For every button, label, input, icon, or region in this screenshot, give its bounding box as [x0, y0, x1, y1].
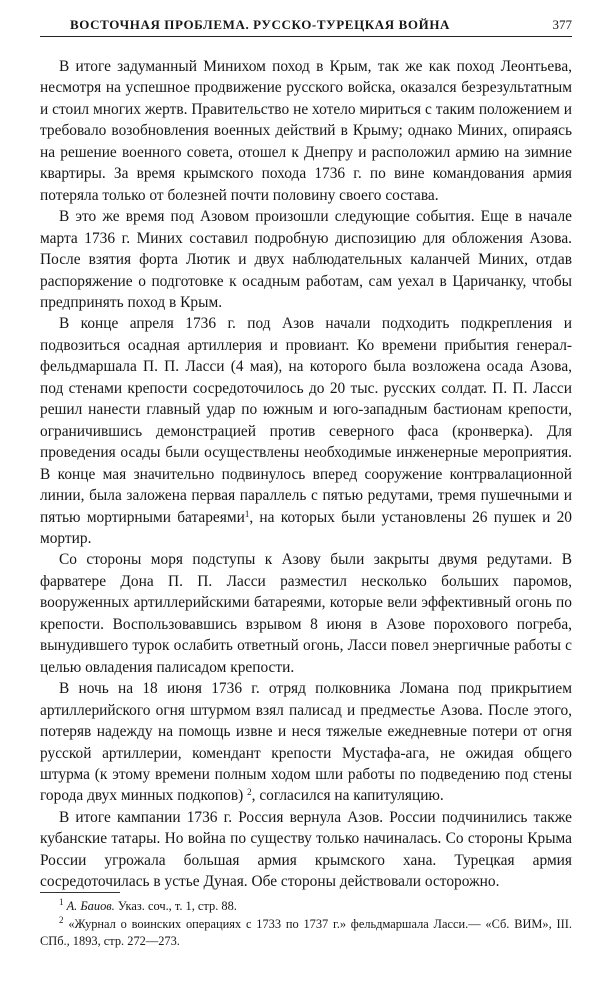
footnote-author: А. Баиов.	[66, 899, 115, 913]
running-header	[40, 14, 572, 37]
paragraph	[40, 206, 572, 313]
footnote	[40, 898, 572, 916]
footnote-reference[interactable]: 2	[247, 787, 252, 798]
paragraph-text: , на которых были установлены 26 пушек и 20 мортир.	[40, 508, 572, 547]
paragraph	[40, 313, 572, 549]
running-title: ВОСТОЧНАЯ ПРОБЛЕМА. РУССКО-ТУРЕЦКАЯ ВОЙНА	[70, 17, 451, 32]
page-number: 377	[552, 17, 572, 32]
footnote-text: Указ. соч., т. 1, стр. 88.	[117, 899, 237, 913]
paragraph	[40, 56, 572, 206]
paragraph	[40, 678, 572, 807]
paragraph-text: В итоге кампании 1736 г. Россия вернула Азов. России подчинились также кубанские татары. Но война по существу только начиналась. Со стороны Крыма России угрожала большая армия крымского хана. Турецкая армия сосредоточилась в устье Дуная. Обе стороны действовали осторожно.	[40, 808, 572, 891]
paragraph-text: , согласился на капитуляцию.	[251, 787, 444, 805]
paragraph-text: В ночь на 18 июня 1736 г. отряд полковника Ломана под прикрытием артиллерийского огня штурмом взял палисад и предместье Азова. После этого, потеряв надежду на помощь извне и неся тяжелые ежедневные потери от огня русской артиллерии, комендант крепости Мустафа-ага, не ожидая общего штурма (к этому времени полным ходом шли работы по подведению под стены города двух минных подкопов)	[40, 680, 572, 805]
main-text	[40, 56, 572, 893]
paragraph-text: В это же время под Азовом произошли следующие события. Еще в начале марта 1736 г. Миних составил подробную диспозицию для обложения Азова. После взятия форта Лютик и двух наблюдательных каланчей Миних, отдав распоряжение о подготовке к осадным работам, сам уехал в Царичанку, чтобы предпринять поход в Крым.	[40, 208, 572, 311]
paragraph-text: В конце апреля 1736 г. под Азов начали подходить подкрепления и подвозиться осадная артиллерия и провиант. Ко времени прибытия генерал-фельдмаршала П. П. Ласси (4 мая), на которого была возложена осада Азова, под стенами крепости сосредоточилось до 20 тыс. русских солдат. П. П. Ласси решил нанести главный удар по южным и юго-западным бастионам крепости, ограничившись демонстрацией против северного фаса (кронверка). Для проведения осады были осуществлены необходимые инженерные мероприятия. В конце мая значительно подвинулось вперед сооружение контрвалационной линии, была заложена первая параллель с пятью редутами, тремя пушечными и пятью мортирными батареями	[40, 315, 572, 526]
paragraph-text: Со стороны моря подступы к Азову были закрыты двумя редутами. В фарватере Дона П. П. Ласси разместил несколько больших паромов, вооруженных артиллерийскими батареями, которые вели эффективный огонь по крепости. Воспользовавшись взрывом 8 июня в Азове порохового погреба, вынудившего турок ослабить ответный огонь, Ласси повел энергичные работы с целью овладения палисадом крепости.	[40, 551, 572, 676]
paragraph	[40, 549, 572, 678]
footnotes	[40, 898, 572, 951]
footnote-text: «Журнал о воинских операциях с 1733 по 1737 г.» фельдмаршала Ласси.— «Сб. ВИМ», III. СПб., 1893, стр. 272—273.	[40, 916, 572, 948]
paragraph	[40, 807, 572, 893]
paragraph-text: В итоге задуманный Минихом поход в Крым, так же как поход Леонтьева, несмотря на успешное продвижение русского войска, оказался безрезультатным и стоил многих жертв. Правительство не хотело мириться с таким положением и требовало возобновления военных действий в Крыму; однако Миних, опираясь на решение военного совета, отошел к Днепру и расположил армию на зимние квартиры. За время крымского похода 1736 г. по вине командования армия потеряла только от болезней почти половину своего состава.	[40, 58, 572, 204]
footnote-reference[interactable]: 1	[244, 508, 250, 519]
footnote	[40, 916, 572, 951]
footnote-mark: 1	[59, 897, 64, 907]
footnote-mark: 2	[59, 914, 64, 925]
footnote-divider	[40, 892, 120, 893]
